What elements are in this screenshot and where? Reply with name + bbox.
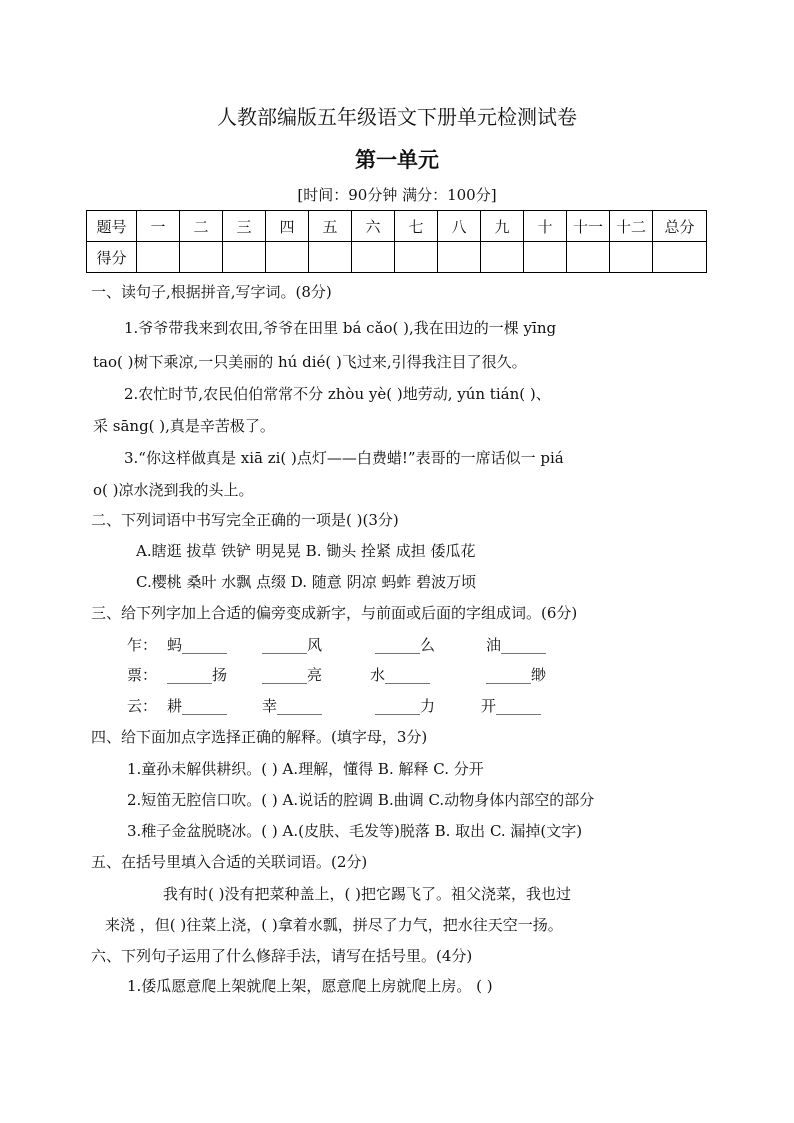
s5-line-1: 我有时( )没有把菜种盖上，( )把它踢飞了。祖父浇菜，我也过 xyxy=(163,885,571,903)
section-1-heading: 一、读句子,根据拼音,写字词。(8分) xyxy=(91,283,332,301)
s2-line-1: A.瞎逛 拔草 铁铲 明晃晃 B. 锄头 拴紧 成担 倭瓜花 xyxy=(136,542,476,560)
score-table xyxy=(86,210,707,273)
section-4-heading: 四、给下面加点字选择正确的解释。(填字母，3分) xyxy=(91,728,428,746)
header-cell: 六 xyxy=(352,211,395,242)
exam-meta: [时间：90分钟 满分：100分] xyxy=(297,186,497,204)
s3-row-2-item-b: ______亮 xyxy=(262,666,323,684)
header-cell: 三 xyxy=(223,211,266,242)
header-cell: 十 xyxy=(524,211,567,242)
s3-row-3-item-d: 开______ xyxy=(481,697,542,715)
header-cell: 二 xyxy=(180,211,223,242)
s1-line-5: 3.“你这样做真是 xiā zi( )点灯——白费蜡!”表哥的一席话似一 piá xyxy=(124,449,564,467)
score-cell[interactable] xyxy=(438,242,481,273)
s3-row-1-label: 乍： xyxy=(127,636,158,654)
s3-row-2-item-d: ______缈 xyxy=(486,666,547,684)
score-cell[interactable] xyxy=(180,242,223,273)
s3-row-1-item-c: ______么 xyxy=(375,636,436,654)
s3-row-3-item-c: ______力 xyxy=(375,697,436,715)
s4-line-3: 3.稚子金盆脱晓冰。( ) A.(皮肤、毛发等)脱落 B. 取出 C. 漏掉(文字) xyxy=(127,822,583,840)
score-cell[interactable] xyxy=(567,242,610,273)
section-2-heading: 二、下列词语中书写完全正确的一项是( )(3分) xyxy=(91,511,399,529)
score-cell[interactable] xyxy=(137,242,180,273)
score-cell[interactable] xyxy=(481,242,524,273)
document-title: 人教部编版五年级语文下册单元检测试卷 xyxy=(217,105,577,129)
score-cell[interactable] xyxy=(610,242,653,273)
s1-line-2: tao( )树下乘凉,一只美丽的 hú dié( )飞过来,引得我注目了很久。 xyxy=(93,353,527,371)
header-cell: 四 xyxy=(266,211,309,242)
score-cell[interactable] xyxy=(309,242,352,273)
s6-line-1: 1.倭瓜愿意爬上架就爬上架，愿意爬上房就爬上房。 ( ) xyxy=(127,977,493,995)
score-table-header-row xyxy=(87,211,707,242)
s3-row-3-label: 云： xyxy=(127,697,158,715)
unit-title: 第一单元 xyxy=(355,147,439,172)
header-cell: 一 xyxy=(137,211,180,242)
score-cell[interactable] xyxy=(395,242,438,273)
s4-line-2: 2.短笛无腔信口吹。( ) A.说话的腔调 B.曲调 C.动物身体内部空的部分 xyxy=(127,791,595,809)
score-cell[interactable] xyxy=(266,242,309,273)
s1-line-3: 2.农忙时节,农民伯伯常常不分 zhòu yè( )地劳动, yún tián( )、 xyxy=(124,385,551,403)
header-cell: 五 xyxy=(309,211,352,242)
header-cell: 八 xyxy=(438,211,481,242)
s3-row-1-item-d: 油______ xyxy=(486,636,547,654)
s1-line-4: 采 sāng( ),真是辛苦极了。 xyxy=(93,417,275,435)
header-cell: 十二 xyxy=(610,211,653,242)
header-cell: 十一 xyxy=(567,211,610,242)
s1-line-6: o( )凉水浇到我的头上。 xyxy=(93,481,254,499)
score-table-score-row xyxy=(87,242,707,273)
s3-row-1-item-b: ______风 xyxy=(262,636,323,654)
s3-row-3-item-a: 耕______ xyxy=(167,697,228,715)
score-cell[interactable] xyxy=(653,242,707,273)
s5-line-2: 来浇 ，但( )往菜上浇，( )拿着水瓢，拼尽了力气，把水往天空一扬。 xyxy=(105,916,563,934)
header-cell: 总分 xyxy=(653,211,707,242)
s3-row-1-item-a: 蚂______ xyxy=(167,636,228,654)
score-cell[interactable] xyxy=(223,242,266,273)
s2-line-2: C.樱桃 桑叶 水飘 点缀 D. 随意 阴凉 蚂蚱 碧波万顷 xyxy=(136,573,477,591)
s3-row-2-item-c: 水______ xyxy=(370,666,431,684)
score-cell[interactable] xyxy=(352,242,395,273)
s4-line-1: 1.童孙未解供耕织。( ) A.理解，懂得 B. 解释 C. 分开 xyxy=(127,760,484,778)
s3-row-3-item-b: 幸______ xyxy=(262,697,323,715)
s3-row-2-label: 票： xyxy=(127,666,158,684)
row-label: 得分 xyxy=(87,242,137,273)
header-cell: 九 xyxy=(481,211,524,242)
s3-row-2-item-a: ______扬 xyxy=(167,666,228,684)
header-cell: 题号 xyxy=(87,211,137,242)
section-6-heading: 六、下列句子运用了什么修辞手法，请写在括号里。(4分) xyxy=(91,947,473,965)
section-5-heading: 五、在括号里填入合适的关联词语。(2分) xyxy=(91,853,368,871)
section-3-heading: 三、给下列字加上合适的偏旁变成新字，与前面或后面的字组成词。(6分) xyxy=(91,604,578,622)
score-cell[interactable] xyxy=(524,242,567,273)
header-cell: 七 xyxy=(395,211,438,242)
s1-line-1: 1.爷爷带我来到农田,爷爷在田里 bá cǎo( ),我在田边的一棵 yīng xyxy=(124,319,557,337)
